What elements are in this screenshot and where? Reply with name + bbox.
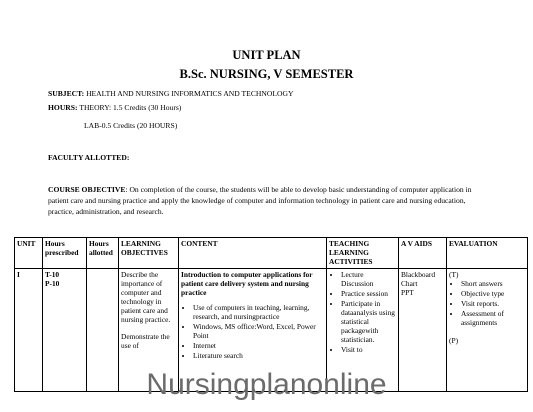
faculty-label: FACULTY ALLOTTED:: [48, 153, 130, 162]
av-aid-item: Chart: [401, 279, 418, 288]
cell-unit: I: [15, 269, 43, 392]
list-item: • Literature search: [193, 351, 324, 360]
av-aid-item: PPT: [401, 288, 414, 297]
header-content: CONTENT: [179, 238, 327, 269]
header-learning-objectives: LEARNING OBJECTIVES: [119, 238, 179, 269]
evaluation-theory-label: (T): [449, 270, 459, 279]
list-item: • Objective type: [461, 289, 525, 298]
header-evaluation: EVALUATION: [447, 238, 528, 269]
course-objective-text: : On completion of the course, the students will be able to develop basic understanding of computer application in patient care and nursing practice and apply the knowledge of computer and information technology in patient care and nursing education, practice, administration, and research.: [48, 185, 472, 216]
objective-1: Describe the importance of computer and technology in patient care and nursing practice.: [121, 270, 171, 324]
header-av-aids: A V AIDS: [399, 238, 447, 269]
table-header-row: [15, 238, 528, 269]
hours-line: [48, 103, 181, 113]
subject-value: HEALTH AND NURSING INFORMATICS AND TECHNOLOGY: [86, 89, 294, 98]
hours-theory-value: T-10: [45, 270, 60, 279]
list-item: • Assessment of assignments: [461, 309, 525, 327]
list-item: • Short answers: [461, 279, 525, 288]
list-item: • Participate in dataanalysis using statistical packagewith statistician.: [341, 299, 396, 344]
list-item: • Use of computers in teaching, learning, research, and nursingpractice: [193, 303, 324, 321]
header-unit: UNIT: [15, 238, 43, 269]
content-title: Introduction to computer applications for patient care delivery system and nursing practice: [181, 270, 313, 297]
objective-2: Demonstrate the use of: [121, 332, 170, 350]
page-title: UNIT PLAN: [232, 48, 301, 62]
list-item: • Windows, MS office:Word, Excel, Power Point: [193, 322, 324, 340]
list-item: • Practice session: [341, 289, 396, 298]
evaluation-practical-label: (P): [449, 336, 459, 345]
course-objective-label: COURSE OBJECTIVE: [48, 185, 126, 194]
hours-label: HOURS:: [48, 103, 78, 112]
course-objective: [48, 184, 488, 217]
hours-practical-value: P-10: [45, 279, 60, 288]
activities-list: [329, 270, 396, 354]
list-item: • Visit to: [341, 345, 396, 354]
header-hours-prescribed: Hours prescribed: [43, 238, 87, 269]
hours-lab: LAB-0.5 Credits (20 HOURS): [84, 121, 178, 130]
list-item: • Visit reports.: [461, 299, 525, 308]
watermark-text: Nursingplanonline: [146, 368, 387, 401]
page-subtitle: B.Sc. NURSING, V SEMESTER: [179, 67, 354, 81]
header-teaching-activities: TEACHING LEARNING ACTIVITIES: [327, 238, 399, 269]
evaluation-list: [449, 279, 525, 327]
list-item: • Lecture Discussion: [341, 270, 396, 288]
av-aid-item: Blackboard: [401, 270, 436, 279]
subject-label: SUBJECT:: [48, 89, 85, 98]
list-item: • Internet: [193, 341, 324, 350]
header-hours-allotted: Hours allotted: [87, 238, 119, 269]
subject-line: [48, 89, 293, 99]
content-list: [181, 303, 324, 360]
hours-theory: THEORY: 1.5 Credits (30 Hours): [79, 103, 182, 112]
